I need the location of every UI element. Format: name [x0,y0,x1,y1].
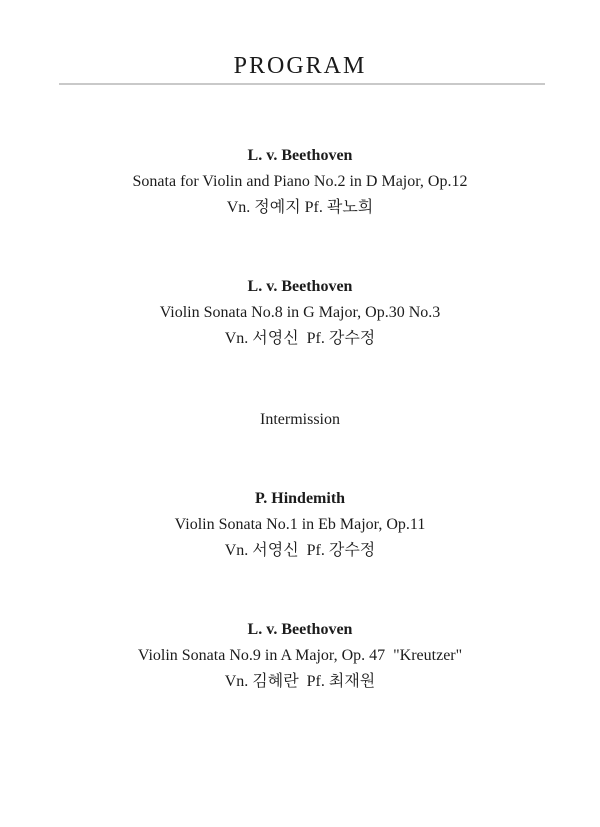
composer-name: L. v. Beethoven [247,278,353,295]
title-divider-line [59,83,545,85]
program-entry [0,617,600,695]
program-entry [0,274,600,352]
piece-title: Violin Sonata No.1 in Eb Major, Op.11 [174,516,426,533]
performers: Vn. 서영신 Pf. 강수정 [224,542,376,559]
program-entry [0,486,600,564]
performers: Vn. 정예지 Pf. 곽노희 [226,199,374,216]
piece-title: Violin Sonata No.9 in A Major, Op. 47 "Kreutzer" [137,647,463,664]
performers: Vn. 서영신 Pf. 강수정 [224,330,376,347]
piece-title: Violin Sonata No.8 in G Major, Op.30 No.3 [159,304,441,321]
page-title: PROGRAM [233,53,367,79]
composer-name: L. v. Beethoven [247,147,353,164]
composer-name: L. v. Beethoven [247,621,353,638]
piece-title: Sonata for Violin and Piano No.2 in D Major, Op.12 [132,173,468,190]
performers: Vn. 김혜란 Pf. 최재원 [224,673,376,690]
program-entry [0,143,600,221]
composer-name: P. Hindemith [254,490,346,507]
intermission-label: Intermission [260,411,340,428]
